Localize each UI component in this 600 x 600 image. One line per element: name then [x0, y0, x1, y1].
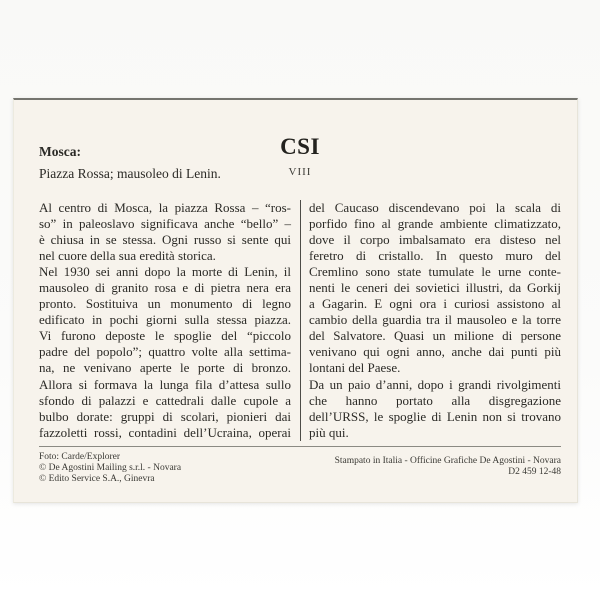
- text-line: venivano qui ogni anno, anche dai punti più: [309, 344, 561, 360]
- text-line: padre del popolo”; quattro volte alla settima-: [39, 344, 291, 360]
- postcard-back: [13, 98, 578, 503]
- print-imprint: [335, 456, 561, 486]
- text-line: cambio della guardia tra il mausoleo e la torre: [309, 312, 561, 328]
- series-number: VIII: [288, 166, 312, 178]
- text-line: Vi furono deposte le spoglie del “piccolo: [39, 328, 291, 344]
- text-line: sfondo di palazzi e cattedrali dalle cupole a: [39, 392, 291, 408]
- imprint-line: Stampato in Italia - Officine Grafiche De Agostini - Novara: [334, 456, 561, 466]
- text-line: a Gagarin. E ogni ora i curiosi assistono al: [309, 296, 561, 312]
- article-column-left: [39, 200, 291, 441]
- text-line: dove il corpo imbalsamato era disteso nel: [309, 232, 561, 248]
- footer-divider: [39, 446, 561, 447]
- text-line: fazzoletti rossi, contadini dell’Ucraina, operai: [39, 424, 291, 440]
- location-title: Mosca:: [39, 144, 81, 159]
- imprint-line: D2 459 12-48: [508, 467, 561, 478]
- text-line: lontani del Paese.: [309, 360, 401, 376]
- column-divider: [300, 200, 301, 441]
- text-line: porfido fino al grande ambiente climatizzato,: [309, 216, 561, 232]
- text-line: nel cuore della sua eredità storica.: [39, 248, 216, 264]
- article-column-right: [309, 200, 561, 441]
- text-line: bulbo dorate: gruppi di scolari, pionieri dai: [39, 408, 291, 424]
- credit-line: © De Agostini Mailing s.r.l. - Novara: [39, 463, 182, 474]
- series-title: CSI: [280, 134, 320, 159]
- text-line: Da un paio d’anni, dopo i grandi rivolgimenti: [309, 376, 561, 392]
- photo-caption: Piazza Rossa; mausoleo di Lenin.: [39, 166, 221, 181]
- text-line: na, ne venivano aperte le porte di bronzo.: [39, 360, 291, 376]
- text-line: del Caucaso discendevano poi la scala di: [309, 200, 561, 215]
- credit-line: Foto: Carde/Explorer: [39, 452, 120, 462]
- text-line: feretro di cristallo. In questo muro del: [309, 248, 561, 264]
- text-line: dell’URSS, le spoglie di Lenin non si trovano: [309, 408, 561, 424]
- photo-credits: [39, 452, 181, 486]
- text-line: Cremlino sono state tumulate le urne conte-: [309, 264, 561, 280]
- credit-line: © Edito Service S.A., Ginevra: [39, 474, 155, 485]
- text-line: Al centro di Mosca, la piazza Rossa – “ros-: [39, 200, 291, 215]
- text-line: del Salvatore. Quasi un milione di persone: [309, 328, 561, 344]
- text-line: è chiusa in se stessa. Ogni russo si sente qui: [39, 232, 291, 248]
- article-body: [39, 200, 561, 441]
- text-line: più qui.: [309, 424, 349, 440]
- text-line: che hanno portato alla disgregazione: [309, 392, 561, 408]
- text-line: pronto. Sostituiva un monumento di legno: [39, 296, 291, 312]
- text-line: mausoleo di granito rosa e di pietra nera era: [39, 280, 291, 296]
- text-line: Nel 1930 sei anni dopo la morte di Lenin, il: [39, 264, 291, 280]
- postcard-header: [39, 100, 561, 200]
- text-line: edificato in pochi giorni sulla stessa piazza.: [39, 312, 291, 328]
- text-line: nenti le ceneri dei sovietici illustri, da Gorkij: [309, 280, 561, 296]
- text-line: so” in paleoslavo significava anche “bello” –: [39, 216, 291, 232]
- postcard-footer: [39, 452, 561, 486]
- text-line: Allora si formava la lunga fila d’attesa sullo: [39, 376, 291, 392]
